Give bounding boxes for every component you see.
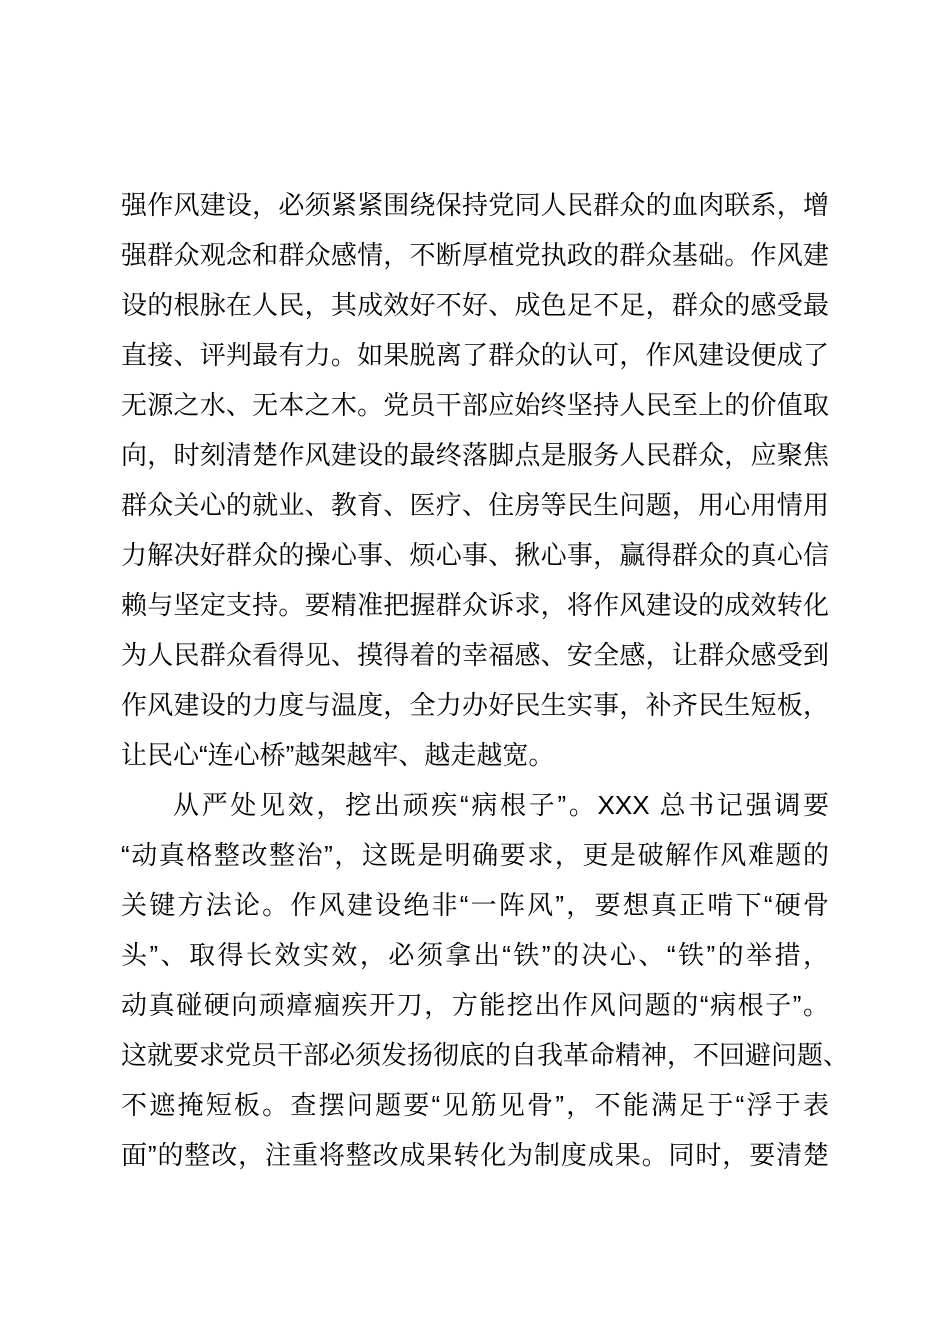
- text-line: 设的根脉在人民，其成效好不好、成色足不足，群众的感受最: [121, 290, 829, 320]
- text-line: “动真格整改整治”，这既是明确要求，更是破解作风难题的: [121, 840, 829, 870]
- paragraph-1: [121, 180, 829, 780]
- document-text-block: [121, 180, 850, 1180]
- text-line: 强作风建设，必须紧紧围绕保持党同人民群众的血肉联系，增: [121, 190, 829, 220]
- text-line: 强群众观念和群众感情，不断厚植党执政的群众基础。作风建: [121, 240, 829, 270]
- text-line: 作风建设的力度与温度，全力办好民生实事，补齐民生短板，: [121, 690, 829, 720]
- text-line: 关键方法论。作风建设绝非“一阵风”，要想真正啃下“硬骨: [121, 890, 829, 920]
- text-line: 力解决好群众的操心事、烦心事、揪心事，赢得群众的真心信: [121, 540, 829, 570]
- paragraph-2: [121, 780, 850, 1180]
- text-line: 从严处见效，挖出顽疾“病根子”。XXX 总书记强调要: [173, 790, 829, 820]
- text-line: 无源之水、无本之木。党员干部应始终坚持人民至上的价值取: [121, 390, 829, 420]
- text-line: 头”、取得长效实效，必须拿出“铁”的决心、“铁”的举措，: [121, 940, 829, 970]
- text-line: 赖与坚定支持。要精准把握群众诉求，将作风建设的成效转化: [121, 590, 829, 620]
- text-line: 向，时刻清楚作风建设的最终落脚点是服务人民群众，应聚焦: [121, 440, 829, 470]
- text-line: 让民心“连心桥”越架越牢、越走越宽。: [121, 740, 555, 770]
- text-line: 为人民群众看得见、摸得着的幸福感、安全感，让群众感受到: [121, 640, 829, 670]
- text-line: 面”的整改，注重将整改成果转化为制度成果。同时，要清楚: [121, 1140, 829, 1170]
- text-line: 群众关心的就业、教育、医疗、住房等民生问题，用心用情用: [121, 490, 829, 520]
- text-line: 动真碰硬向顽瘴痼疾开刀，方能挖出作风问题的“病根子”。: [121, 990, 829, 1020]
- text-line: 直接、评判最有力。如果脱离了群众的认可，作风建设便成了: [121, 340, 829, 370]
- text-line: 不遮掩短板。查摆问题要“见筋见骨”，不能满足于“浮于表: [121, 1090, 829, 1120]
- text-line: 这就要求党员干部必须发扬彻底的自我革命精神，不回避问题、: [121, 1040, 850, 1070]
